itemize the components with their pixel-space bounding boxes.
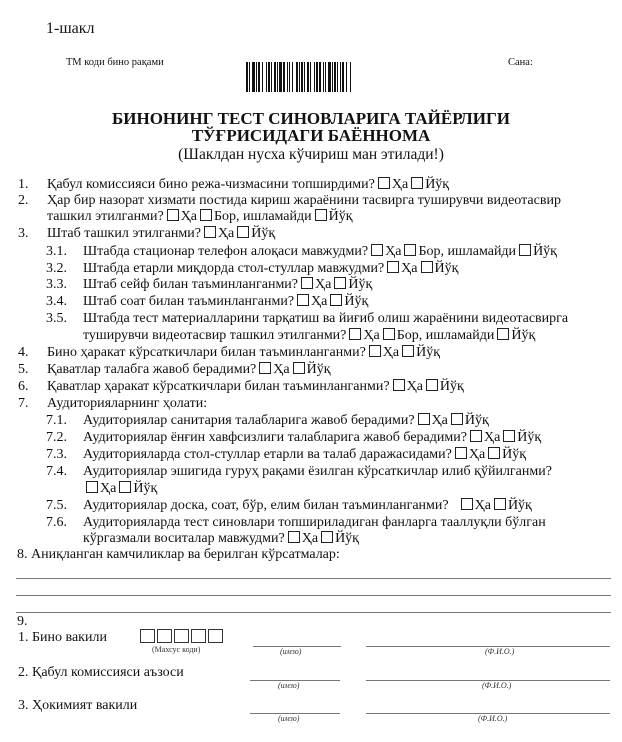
question-text: Қаватлар ҳаракат кўрсаткичлари билан таъминланганми? xyxy=(47,379,390,394)
checkbox-yes[interactable] xyxy=(369,345,381,357)
option-no-label: Йўқ xyxy=(425,177,450,192)
checkbox-yes[interactable] xyxy=(371,244,383,256)
full-name-caption-2: (Ф.И.О.) xyxy=(482,681,512,690)
question-number: 4. xyxy=(18,345,29,360)
question-text: Штаб ташкил этилганми? xyxy=(47,226,201,241)
question-text: Аудиториялар санитария талабларига жавоб берадими? xyxy=(83,413,415,428)
question-number: 2. xyxy=(18,193,29,208)
barcode-bar xyxy=(287,62,288,92)
code-digit-box[interactable] xyxy=(191,629,206,643)
checkbox-yes[interactable] xyxy=(288,531,300,543)
document-subtitle: (Шаклдан нусха кўчириш ман этилади!) xyxy=(178,146,444,163)
question-text: Қаватлар талабга жавоб берадими? xyxy=(47,362,257,377)
option-yes-label: Ҳа xyxy=(468,447,486,462)
checkbox-no[interactable] xyxy=(119,481,131,493)
full-name-caption-3: (Ф.И.О.) xyxy=(478,714,508,723)
question-text: кўргазмали воситалар мавжудми? xyxy=(83,531,285,546)
option-no-label: Йўқ xyxy=(507,498,532,513)
question-text: Штаб сейф билан таъминланганми? xyxy=(83,277,299,292)
section-8-label: 8. Аниқланган камчиликлар ва берилган кўрсатмалар: xyxy=(17,547,340,562)
option-yes-label: Ҳа xyxy=(406,379,423,394)
checkbox-no[interactable] xyxy=(519,244,531,256)
question-text: Аудиторияларда стол-стуллар етарли ва талаб даражасидами? xyxy=(83,447,452,462)
option-yes-label: Ҳа xyxy=(217,226,235,241)
question-text: Аудиторияларнинг ҳолати: xyxy=(47,396,208,411)
barcode-bar xyxy=(246,62,248,92)
option-yes-label: Ҳа xyxy=(474,498,491,513)
option-yes-label: Ҳа xyxy=(382,345,400,360)
question-text: Аудиторияларда тест синовлари топшириладиган фанларга тааллуқли бўлган xyxy=(83,515,546,530)
checkbox-yes[interactable] xyxy=(418,413,430,425)
question-number: 7.1. xyxy=(46,413,67,428)
question-text: Аудиториялар эшигида гуруҳ рақами ёзилган кўрсаткичлар илиб қўйилганми? xyxy=(83,464,552,479)
checkbox-no[interactable] xyxy=(421,261,433,273)
question-text: Аудиториялар доска, соат, бўр, елим билан таъминланганми? xyxy=(83,498,449,513)
option-yes-label: Ҳа xyxy=(315,277,332,292)
option-yes-label: Ҳа xyxy=(180,209,198,224)
option-no-label: Йўқ xyxy=(344,294,369,309)
notes-line-3[interactable] xyxy=(16,612,611,613)
checkbox-exists-not-working[interactable] xyxy=(200,209,212,221)
barcode-bar xyxy=(258,62,260,92)
barcode-bar xyxy=(325,62,326,92)
question-number: 6. xyxy=(18,379,29,394)
checkbox-yes[interactable] xyxy=(86,481,98,493)
code-digit-box[interactable] xyxy=(208,629,223,643)
checkbox-yes[interactable] xyxy=(167,209,179,221)
barcode-bar xyxy=(328,62,331,92)
option-yes-label: Ҳа xyxy=(385,244,402,259)
question-number: 3.3. xyxy=(46,277,67,292)
option-no-label: Йўқ xyxy=(439,379,464,394)
option-no-label: Йўқ xyxy=(306,362,331,377)
notes-line-2[interactable] xyxy=(16,595,611,596)
option-yes-label: Ҳа xyxy=(301,531,319,546)
checkbox-no[interactable] xyxy=(334,277,346,289)
special-code-boxes xyxy=(140,629,225,643)
barcode-bar xyxy=(307,62,309,92)
barcode-bar xyxy=(337,62,338,92)
barcode-bar xyxy=(319,62,321,92)
option-no-label: Йўқ xyxy=(464,413,489,428)
option-no-label: Йўқ xyxy=(511,328,536,343)
question-number: 7. xyxy=(18,396,29,411)
checkbox-yes[interactable] xyxy=(378,177,390,189)
option-yes-label: Ҳа xyxy=(100,481,117,496)
signature-caption-2: (имзо) xyxy=(278,681,300,690)
option-no-label: Йўқ xyxy=(502,447,527,462)
option-no-label: Йўқ xyxy=(328,209,353,224)
code-digit-box[interactable] xyxy=(140,629,155,643)
question-number: 7.3. xyxy=(46,447,67,462)
checkbox-no[interactable] xyxy=(237,226,249,238)
code-digit-box[interactable] xyxy=(174,629,189,643)
question-number: 7.4. xyxy=(46,464,67,479)
option-no-label: Йўқ xyxy=(133,481,158,496)
option-yes-label: Ҳа xyxy=(401,261,418,276)
option-no-label: Йўқ xyxy=(434,261,459,276)
full-name-caption-1: (Ф.И.О.) xyxy=(485,647,515,656)
code-digit-box[interactable] xyxy=(157,629,172,643)
barcode-bar xyxy=(268,62,270,92)
option-no-label: Йўқ xyxy=(533,244,557,259)
barcode-bar xyxy=(292,62,293,92)
question-text: Аудиториялар ёнғин хавфсизлиги талабларига жавоб берадими? xyxy=(83,430,467,445)
barcode-bar xyxy=(346,62,347,92)
signer-building-representative: 1. Бино вакили xyxy=(18,630,107,645)
option-no-label: Йўқ xyxy=(416,345,441,360)
option-no-label: Йўқ xyxy=(517,430,542,445)
option-no-label: Йўқ xyxy=(251,226,276,241)
barcode-bar xyxy=(340,62,341,92)
checkbox-yes[interactable] xyxy=(470,430,482,442)
question-text: туширувчи видеотасвир ташкил этилганми? xyxy=(83,328,347,343)
checkbox-exists-not-working[interactable] xyxy=(404,244,416,256)
question-7-4-options xyxy=(86,481,157,496)
checkbox-yes[interactable] xyxy=(349,328,361,340)
checkbox-no[interactable] xyxy=(451,413,463,425)
barcode-bar xyxy=(283,62,285,92)
checkbox-yes[interactable] xyxy=(301,277,313,289)
question-text: Штабда тест материалларини тарқатиш ва йиғиб олиш жараёнини видеотасвирга xyxy=(83,311,569,326)
barcode-bar xyxy=(256,62,257,92)
barcode-bar xyxy=(271,62,272,92)
question-number: 7.5. xyxy=(46,498,67,513)
checkbox-yes[interactable] xyxy=(393,379,405,391)
signer-admission-commission-member: 2. Қабул комиссияси аъзоси xyxy=(18,665,184,680)
document-title-line2: ТЎҒРИСИДАГИ БАЁННОМА xyxy=(191,126,431,145)
option-yes-label: Ҳа xyxy=(311,294,328,309)
barcode-bar xyxy=(266,62,267,92)
barcode-bar xyxy=(314,62,315,92)
barcode-bar xyxy=(342,62,344,92)
checkbox-yes[interactable] xyxy=(455,447,467,459)
option-yes-label: Ҳа xyxy=(363,328,380,343)
question-text: Қабул комиссияси бино режа-чизмасини топширдими? xyxy=(47,177,375,192)
option-yes-label: Ҳа xyxy=(483,430,501,445)
checkbox-no[interactable] xyxy=(494,498,506,510)
question-number: 7.2. xyxy=(46,430,67,445)
option-yes-label: Ҳа xyxy=(273,362,290,377)
checkbox-no[interactable] xyxy=(321,531,333,543)
question-text: Штабда етарли миқдорда стол-стуллар мавжудми? xyxy=(83,261,385,276)
question-number: 3.1. xyxy=(46,244,67,259)
checkbox-no[interactable] xyxy=(315,209,327,221)
barcode-bar xyxy=(310,62,311,92)
special-code-caption: (Махсус коди) xyxy=(152,645,201,654)
question-number: 3. xyxy=(18,226,29,241)
option-exists-not-working-label: Бор, ишламайди xyxy=(396,328,495,343)
question-number: 5. xyxy=(18,362,29,377)
option-no-label: Йўқ xyxy=(348,277,373,292)
checkbox-no[interactable] xyxy=(402,345,414,357)
barcode-bar xyxy=(316,62,318,92)
question-text: Штабда стационар телефон алоқаси мавжудми? xyxy=(83,244,369,259)
checkbox-no[interactable] xyxy=(426,379,438,391)
checkbox-yes[interactable] xyxy=(204,226,216,238)
option-no-label: Йўқ xyxy=(335,531,359,546)
section-9-label: 9. xyxy=(17,614,28,629)
question-number: 3.2. xyxy=(46,261,67,276)
barcode-bar xyxy=(277,62,278,92)
checkbox-no[interactable] xyxy=(503,430,515,442)
signature-caption-1: (имзо) xyxy=(280,647,302,656)
date-label: Сана: xyxy=(508,57,533,68)
checkbox-no[interactable] xyxy=(293,362,305,374)
signature-caption-3: (имзо) xyxy=(278,714,300,723)
checkbox-yes[interactable] xyxy=(461,498,473,510)
barcode-bar xyxy=(279,62,282,92)
signer-government-representative: 3. Ҳокимият вакили xyxy=(18,698,138,713)
barcode-bar xyxy=(249,62,250,92)
checkbox-no[interactable] xyxy=(488,447,500,459)
barcode-bar xyxy=(301,62,303,92)
option-yes-label: Ҳа xyxy=(431,413,448,428)
barcode-bar xyxy=(299,62,300,92)
form-number: 1-шакл xyxy=(46,20,95,37)
barcode-bar xyxy=(332,62,333,92)
question-text: ташкил этилганми? xyxy=(47,209,164,224)
barcode-bar xyxy=(289,62,290,92)
question-number: 7.6. xyxy=(46,515,67,530)
question-text: Штаб соат билан таъминланганми? xyxy=(83,294,295,309)
question-number: 1. xyxy=(18,177,29,192)
barcode-bar xyxy=(334,62,336,92)
question-number: 3.5. xyxy=(46,311,67,326)
barcode-bar xyxy=(323,62,324,92)
checkbox-no[interactable] xyxy=(497,328,509,340)
checkbox-no[interactable] xyxy=(330,294,342,306)
question-number: 3.4. xyxy=(46,294,67,309)
option-yes-label: Ҳа xyxy=(391,177,409,192)
tm-code-label: ТМ коди бино рақами xyxy=(66,57,164,68)
question-text: Бино ҳаракат кўрсаткичлари билан таъминланганми? xyxy=(47,345,366,360)
checkbox-yes[interactable] xyxy=(297,294,309,306)
checkbox-no[interactable] xyxy=(411,177,423,189)
barcode-bar xyxy=(262,62,263,92)
barcode-bar xyxy=(274,62,276,92)
document-title-line1: БИНОНИНГ ТЕСТ СИНОВЛАРИГА ТАЙЁРЛИГИ xyxy=(112,109,510,128)
option-exists-not-working-label: Бор, ишламайди xyxy=(418,244,517,259)
checkbox-yes[interactable] xyxy=(259,362,271,374)
barcode-bar xyxy=(252,62,255,92)
checkbox-exists-not-working[interactable] xyxy=(383,328,395,340)
barcode-bar xyxy=(296,62,298,92)
question-text: Ҳар бир назорат хизмати постида кириш жараёнини тасвирга туширувчи видеотасвир xyxy=(47,193,561,208)
barcode-icon xyxy=(246,62,406,92)
barcode-bar xyxy=(350,62,351,92)
barcode-bar xyxy=(304,62,305,92)
notes-line-1[interactable] xyxy=(16,578,611,579)
option-exists-not-working-label: Бор, ишламайди xyxy=(214,209,312,224)
checkbox-yes[interactable] xyxy=(387,261,399,273)
